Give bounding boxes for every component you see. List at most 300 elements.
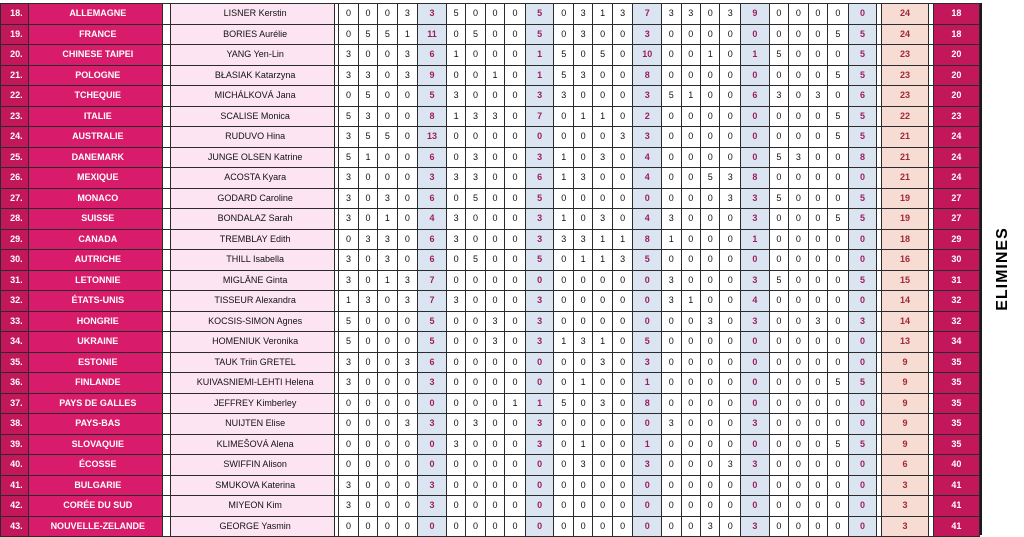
round-score-cell: 0 xyxy=(485,414,504,435)
round-score-cell: 3 xyxy=(612,127,633,148)
table-row xyxy=(1,475,980,496)
rank-cell: 37. xyxy=(1,393,29,414)
round-score-cell: 0 xyxy=(446,496,465,517)
round-score-cell: 1 xyxy=(573,434,592,455)
round-score-cell: 0 xyxy=(573,475,592,496)
round-score-cell: 0 xyxy=(485,147,504,168)
round-score-cell: 0 xyxy=(701,414,720,435)
round-score-cell: 0 xyxy=(789,127,808,148)
total-score-cell: 24 xyxy=(882,24,928,45)
table-row xyxy=(1,250,980,271)
round-score-cell: 0 xyxy=(446,373,465,394)
round-score-cell: 0 xyxy=(485,188,504,209)
round-score-cell: 3 xyxy=(446,86,465,107)
round-score-cell: 0 xyxy=(446,332,465,353)
round-score-cell: 0 xyxy=(358,475,377,496)
round-score-cell: 0 xyxy=(681,434,700,455)
round-score-cell: 0 xyxy=(789,291,808,312)
total-score-cell: 19 xyxy=(882,209,928,230)
round-total-cell: 3 xyxy=(525,434,554,455)
round-score-cell: 0 xyxy=(554,106,573,127)
round-score-cell: 0 xyxy=(505,45,526,66)
round-score-cell: 0 xyxy=(808,106,827,127)
rank-cell: 18. xyxy=(1,4,29,25)
round-score-cell: 5 xyxy=(593,45,612,66)
round-total-cell: 13 xyxy=(418,127,447,148)
round-score-cell: 0 xyxy=(378,434,397,455)
round-score-cell: 0 xyxy=(466,291,485,312)
round-score-cell: 0 xyxy=(505,414,526,435)
round-score-cell: 0 xyxy=(789,516,808,537)
round-score-cell: 0 xyxy=(446,475,465,496)
round-score-cell: 0 xyxy=(789,209,808,230)
round-score-cell: 0 xyxy=(378,4,397,25)
round-score-cell: 0 xyxy=(769,4,788,25)
round-score-cell: 0 xyxy=(378,352,397,373)
final-place-cell: 31 xyxy=(933,270,979,291)
rank-cell: 32. xyxy=(1,291,29,312)
round-score-cell: 0 xyxy=(446,188,465,209)
round-total-cell: 3 xyxy=(633,455,662,476)
round-total-cell: 3 xyxy=(740,414,769,435)
spacer-cell xyxy=(162,209,170,230)
round-total-cell: 0 xyxy=(633,516,662,537)
round-score-cell: 0 xyxy=(789,188,808,209)
round-score-cell: 0 xyxy=(720,414,741,435)
round-score-cell: 0 xyxy=(339,455,358,476)
round-score-cell: 0 xyxy=(485,352,504,373)
round-score-cell: 1 xyxy=(485,65,504,86)
round-score-cell: 0 xyxy=(397,311,418,332)
round-total-cell: 3 xyxy=(740,188,769,209)
round-total-cell: 5 xyxy=(848,24,877,45)
round-score-cell: 0 xyxy=(789,332,808,353)
round-total-cell: 0 xyxy=(740,434,769,455)
round-score-cell: 0 xyxy=(466,373,485,394)
round-score-cell: 0 xyxy=(662,516,681,537)
round-total-cell: 0 xyxy=(740,106,769,127)
round-score-cell: 0 xyxy=(828,352,849,373)
round-total-cell: 3 xyxy=(525,209,554,230)
round-score-cell: 0 xyxy=(808,250,827,271)
round-total-cell: 6 xyxy=(525,168,554,189)
round-score-cell: 0 xyxy=(789,45,808,66)
rank-cell: 22. xyxy=(1,86,29,107)
round-score-cell: 3 xyxy=(593,393,612,414)
round-total-cell: 3 xyxy=(525,291,554,312)
table-row xyxy=(1,188,980,209)
round-score-cell: 3 xyxy=(358,291,377,312)
round-score-cell: 0 xyxy=(466,496,485,517)
round-score-cell: 0 xyxy=(720,229,741,250)
final-place-cell: 35 xyxy=(933,434,979,455)
table-row xyxy=(1,229,980,250)
round-score-cell: 0 xyxy=(681,516,700,537)
country-cell: SUISSE xyxy=(28,209,162,230)
round-score-cell: 0 xyxy=(397,147,418,168)
round-total-cell: 3 xyxy=(633,24,662,45)
round-total-cell: 1 xyxy=(740,45,769,66)
rank-cell: 30. xyxy=(1,250,29,271)
round-total-cell: 0 xyxy=(740,332,769,353)
round-score-cell: 1 xyxy=(573,250,592,271)
round-score-cell: 0 xyxy=(358,496,377,517)
round-score-cell: 0 xyxy=(681,168,700,189)
rank-cell: 27. xyxy=(1,188,29,209)
round-score-cell: 0 xyxy=(662,127,681,148)
round-score-cell: 0 xyxy=(378,414,397,435)
final-place-cell: 20 xyxy=(933,86,979,107)
round-score-cell: 0 xyxy=(554,475,573,496)
country-cell: ALLEMAGNE xyxy=(28,4,162,25)
round-total-cell: 11 xyxy=(418,24,447,45)
round-score-cell: 1 xyxy=(358,147,377,168)
round-score-cell: 0 xyxy=(466,45,485,66)
round-score-cell: 0 xyxy=(466,455,485,476)
round-score-cell: 0 xyxy=(466,332,485,353)
round-score-cell: 0 xyxy=(769,373,788,394)
round-score-cell: 3 xyxy=(339,127,358,148)
round-score-cell: 1 xyxy=(505,393,526,414)
round-score-cell: 1 xyxy=(554,147,573,168)
country-cell: FINLANDE xyxy=(28,373,162,394)
round-score-cell: 0 xyxy=(808,45,827,66)
round-score-cell: 3 xyxy=(339,352,358,373)
round-score-cell: 1 xyxy=(446,45,465,66)
round-score-cell: 0 xyxy=(466,229,485,250)
round-score-cell: 0 xyxy=(358,188,377,209)
table-row xyxy=(1,414,980,435)
round-total-cell: 6 xyxy=(848,86,877,107)
round-score-cell: 3 xyxy=(485,106,504,127)
round-score-cell: 0 xyxy=(681,45,700,66)
round-score-cell: 0 xyxy=(505,475,526,496)
round-score-cell: 0 xyxy=(554,311,573,332)
round-score-cell: 0 xyxy=(701,475,720,496)
round-score-cell: 1 xyxy=(378,270,397,291)
round-score-cell: 0 xyxy=(662,496,681,517)
round-score-cell: 0 xyxy=(358,270,377,291)
round-score-cell: 3 xyxy=(573,332,592,353)
round-score-cell: 0 xyxy=(485,86,504,107)
round-total-cell: 3 xyxy=(418,414,447,435)
round-score-cell: 5 xyxy=(358,24,377,45)
round-score-cell: 0 xyxy=(720,496,741,517)
round-score-cell: 3 xyxy=(339,65,358,86)
round-score-cell: 3 xyxy=(701,516,720,537)
total-score-cell: 9 xyxy=(882,434,928,455)
round-score-cell: 3 xyxy=(662,291,681,312)
round-score-cell: 0 xyxy=(593,291,612,312)
table-row xyxy=(1,45,980,66)
round-score-cell: 0 xyxy=(573,127,592,148)
round-score-cell: 0 xyxy=(446,250,465,271)
round-score-cell: 0 xyxy=(485,434,504,455)
round-score-cell: 0 xyxy=(701,65,720,86)
round-score-cell: 3 xyxy=(358,229,377,250)
total-score-cell: 13 xyxy=(882,332,928,353)
round-score-cell: 0 xyxy=(828,86,849,107)
round-total-cell: 3 xyxy=(740,311,769,332)
round-score-cell: 5 xyxy=(358,86,377,107)
round-score-cell: 0 xyxy=(662,352,681,373)
round-score-cell: 0 xyxy=(358,209,377,230)
rank-cell: 26. xyxy=(1,168,29,189)
table-row xyxy=(1,496,980,517)
country-cell: DANEMARK xyxy=(28,147,162,168)
table-row xyxy=(1,352,980,373)
rank-cell: 41. xyxy=(1,475,29,496)
round-score-cell: 0 xyxy=(554,24,573,45)
round-total-cell: 3 xyxy=(525,414,554,435)
total-score-cell: 16 xyxy=(882,250,928,271)
round-score-cell: 0 xyxy=(789,455,808,476)
round-score-cell: 3 xyxy=(485,332,504,353)
round-score-cell: 0 xyxy=(485,270,504,291)
final-place-cell: 41 xyxy=(933,475,979,496)
athlete-cell: MIYEON Kim xyxy=(171,496,335,517)
country-cell: CORÉE DU SUD xyxy=(28,496,162,517)
final-place-cell: 23 xyxy=(933,106,979,127)
round-score-cell: 0 xyxy=(828,45,849,66)
rank-cell: 31. xyxy=(1,270,29,291)
final-place-cell: 41 xyxy=(933,516,979,537)
final-place-cell: 24 xyxy=(933,127,979,148)
round-total-cell: 5 xyxy=(633,250,662,271)
round-score-cell: 3 xyxy=(554,229,573,250)
round-total-cell: 0 xyxy=(740,147,769,168)
rank-cell: 38. xyxy=(1,414,29,435)
round-score-cell: 0 xyxy=(358,455,377,476)
round-score-cell: 0 xyxy=(662,373,681,394)
spacer-cell xyxy=(162,45,170,66)
round-score-cell: 0 xyxy=(808,434,827,455)
round-score-cell: 0 xyxy=(701,455,720,476)
round-score-cell: 3 xyxy=(573,229,592,250)
round-score-cell: 0 xyxy=(485,516,504,537)
round-score-cell: 0 xyxy=(662,45,681,66)
round-score-cell: 0 xyxy=(466,434,485,455)
athlete-cell: GODARD Caroline xyxy=(171,188,335,209)
round-score-cell: 0 xyxy=(612,65,633,86)
round-score-cell: 0 xyxy=(789,311,808,332)
spacer-cell xyxy=(162,65,170,86)
country-cell: HONGRIE xyxy=(28,311,162,332)
round-score-cell: 0 xyxy=(446,311,465,332)
rank-cell: 34. xyxy=(1,332,29,353)
round-score-cell: 0 xyxy=(505,373,526,394)
round-total-cell: 3 xyxy=(740,455,769,476)
round-score-cell: 0 xyxy=(505,229,526,250)
round-score-cell: 5 xyxy=(828,209,849,230)
round-score-cell: 0 xyxy=(485,229,504,250)
round-score-cell: 0 xyxy=(769,311,788,332)
round-total-cell: 5 xyxy=(525,4,554,25)
round-total-cell: 0 xyxy=(633,414,662,435)
round-score-cell: 5 xyxy=(466,250,485,271)
round-score-cell: 3 xyxy=(378,188,397,209)
round-score-cell: 3 xyxy=(446,434,465,455)
round-total-cell: 4 xyxy=(633,168,662,189)
round-score-cell: 3 xyxy=(339,250,358,271)
athlete-cell: MICHÁLKOVÁ Jana xyxy=(171,86,335,107)
country-cell: NOUVELLE-ZELANDE xyxy=(28,516,162,537)
round-score-cell: 0 xyxy=(828,332,849,353)
spacer-cell xyxy=(162,250,170,271)
final-place-cell: 35 xyxy=(933,393,979,414)
round-total-cell: 6 xyxy=(740,86,769,107)
round-total-cell: 3 xyxy=(418,373,447,394)
round-score-cell: 1 xyxy=(554,209,573,230)
country-cell: ITALIE xyxy=(28,106,162,127)
round-score-cell: 0 xyxy=(554,4,573,25)
athlete-cell: LISNER Kerstin xyxy=(171,4,335,25)
round-score-cell: 0 xyxy=(466,352,485,373)
country-cell: LETONNIE xyxy=(28,270,162,291)
athlete-cell: TISSEUR Alexandra xyxy=(171,291,335,312)
round-score-cell: 0 xyxy=(769,209,788,230)
round-score-cell: 1 xyxy=(446,106,465,127)
round-score-cell: 0 xyxy=(769,65,788,86)
round-score-cell: 0 xyxy=(593,496,612,517)
round-score-cell: 3 xyxy=(466,147,485,168)
round-score-cell: 0 xyxy=(789,106,808,127)
round-score-cell: 3 xyxy=(485,311,504,332)
round-score-cell: 0 xyxy=(789,250,808,271)
athlete-cell: KLIMEŠOVÁ Alena xyxy=(171,434,335,455)
round-score-cell: 0 xyxy=(681,455,700,476)
round-score-cell: 0 xyxy=(828,291,849,312)
round-score-cell: 3 xyxy=(339,496,358,517)
round-score-cell: 5 xyxy=(554,45,573,66)
table-row xyxy=(1,24,980,45)
round-total-cell: 7 xyxy=(633,4,662,25)
round-score-cell: 3 xyxy=(612,250,633,271)
round-score-cell: 3 xyxy=(593,209,612,230)
round-score-cell: 0 xyxy=(485,373,504,394)
round-score-cell: 3 xyxy=(701,311,720,332)
round-score-cell: 0 xyxy=(485,475,504,496)
round-total-cell: 3 xyxy=(525,86,554,107)
round-total-cell: 0 xyxy=(848,475,877,496)
round-total-cell: 5 xyxy=(525,24,554,45)
round-score-cell: 0 xyxy=(612,516,633,537)
round-score-cell: 0 xyxy=(505,270,526,291)
round-score-cell: 0 xyxy=(769,127,788,148)
round-total-cell: 0 xyxy=(848,496,877,517)
country-cell: SLOVAQUIE xyxy=(28,434,162,455)
round-score-cell: 0 xyxy=(612,147,633,168)
round-score-cell: 0 xyxy=(701,373,720,394)
round-score-cell: 0 xyxy=(593,516,612,537)
round-score-cell: 0 xyxy=(681,188,700,209)
round-score-cell: 0 xyxy=(828,4,849,25)
round-score-cell: 5 xyxy=(828,127,849,148)
round-score-cell: 0 xyxy=(397,127,418,148)
round-total-cell: 3 xyxy=(418,4,447,25)
round-score-cell: 5 xyxy=(446,4,465,25)
round-score-cell: 0 xyxy=(397,229,418,250)
round-score-cell: 0 xyxy=(789,475,808,496)
round-score-cell: 3 xyxy=(339,475,358,496)
round-total-cell: 0 xyxy=(740,24,769,45)
spacer-cell xyxy=(162,393,170,414)
round-score-cell: 0 xyxy=(808,65,827,86)
rank-cell: 33. xyxy=(1,311,29,332)
round-total-cell: 0 xyxy=(848,168,877,189)
round-score-cell: 0 xyxy=(397,393,418,414)
final-place-cell: 41 xyxy=(933,496,979,517)
athlete-cell: KUIVASNIEMI-LEHTI Helena xyxy=(171,373,335,394)
round-score-cell: 0 xyxy=(612,86,633,107)
country-cell: AUTRICHE xyxy=(28,250,162,271)
round-score-cell: 0 xyxy=(720,434,741,455)
round-score-cell: 0 xyxy=(397,455,418,476)
rank-cell: 36. xyxy=(1,373,29,394)
round-score-cell: 0 xyxy=(612,352,633,373)
spacer-cell xyxy=(162,127,170,148)
round-score-cell: 0 xyxy=(573,496,592,517)
round-score-cell: 0 xyxy=(378,455,397,476)
spacer-cell xyxy=(162,168,170,189)
rank-cell: 28. xyxy=(1,209,29,230)
final-place-cell: 18 xyxy=(933,4,979,25)
round-score-cell: 0 xyxy=(466,475,485,496)
round-score-cell: 0 xyxy=(485,168,504,189)
round-total-cell: 0 xyxy=(848,4,877,25)
round-total-cell: 0 xyxy=(848,516,877,537)
final-place-cell: 30 xyxy=(933,250,979,271)
round-score-cell: 0 xyxy=(378,311,397,332)
round-score-cell: 3 xyxy=(339,168,358,189)
table-row xyxy=(1,291,980,312)
round-score-cell: 0 xyxy=(554,496,573,517)
round-score-cell: 0 xyxy=(769,434,788,455)
round-score-cell: 0 xyxy=(573,414,592,435)
round-total-cell: 8 xyxy=(633,229,662,250)
round-score-cell: 1 xyxy=(397,24,418,45)
round-score-cell: 0 xyxy=(397,516,418,537)
round-score-cell: 0 xyxy=(397,332,418,353)
round-total-cell: 0 xyxy=(740,65,769,86)
round-score-cell: 0 xyxy=(789,434,808,455)
round-score-cell: 0 xyxy=(789,4,808,25)
total-score-cell: 15 xyxy=(882,270,928,291)
spacer-cell xyxy=(162,24,170,45)
round-score-cell: 1 xyxy=(378,209,397,230)
round-total-cell: 3 xyxy=(418,475,447,496)
rank-cell: 39. xyxy=(1,434,29,455)
round-total-cell: 1 xyxy=(525,393,554,414)
round-score-cell: 0 xyxy=(769,414,788,435)
spacer-cell xyxy=(162,86,170,107)
round-score-cell: 0 xyxy=(828,455,849,476)
athlete-cell: BŁASIAK Katarzyna xyxy=(171,65,335,86)
athlete-cell: NUIJTEN Elise xyxy=(171,414,335,435)
country-cell: UKRAINE xyxy=(28,332,162,353)
round-score-cell: 0 xyxy=(701,434,720,455)
round-total-cell: 6 xyxy=(418,45,447,66)
round-score-cell: 0 xyxy=(789,496,808,517)
round-score-cell: 0 xyxy=(593,475,612,496)
round-score-cell: 0 xyxy=(573,86,592,107)
round-score-cell: 0 xyxy=(466,516,485,537)
round-score-cell: 3 xyxy=(397,414,418,435)
round-score-cell: 0 xyxy=(466,209,485,230)
table-row xyxy=(1,455,980,476)
round-score-cell: 5 xyxy=(339,332,358,353)
round-score-cell: 0 xyxy=(554,414,573,435)
